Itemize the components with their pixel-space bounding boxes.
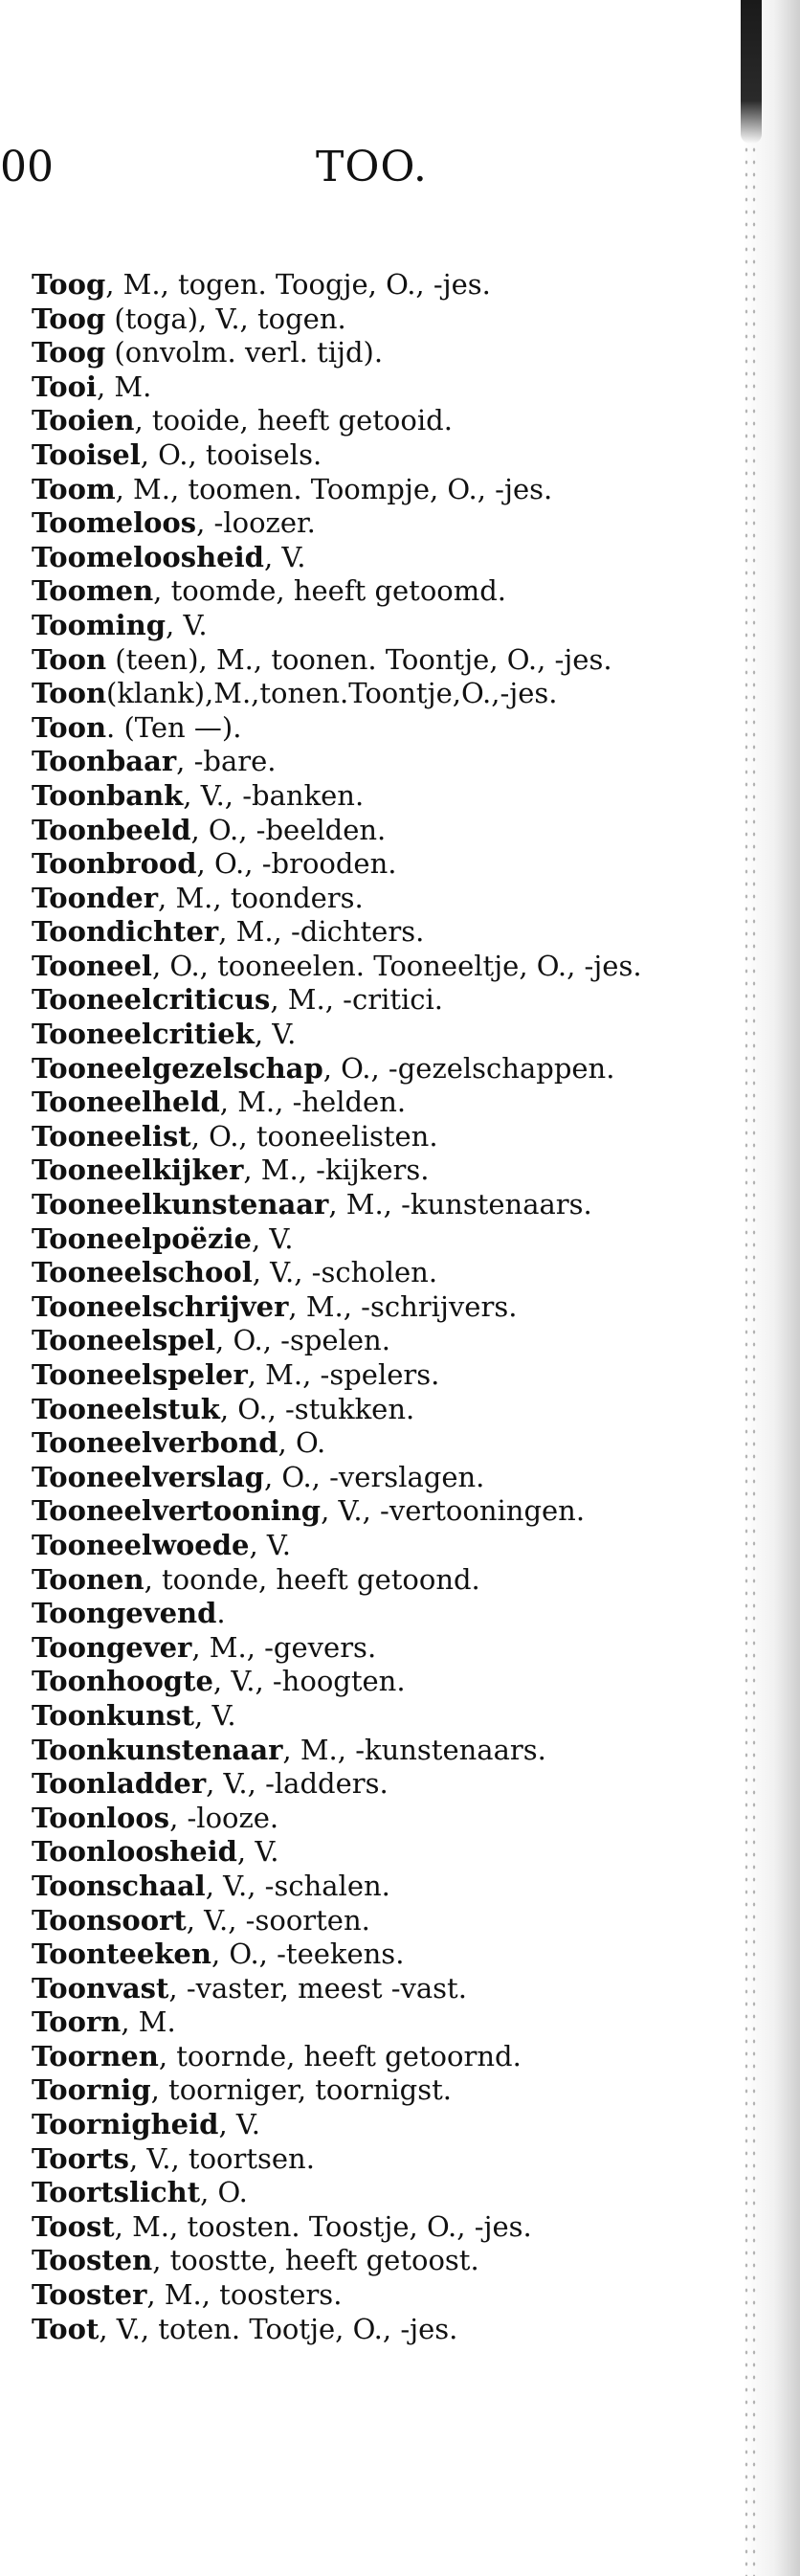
entry-headword: Toondichter [32, 915, 219, 949]
entry-headword: Tooneelschool [32, 1256, 253, 1289]
entry-definition: , O., tooneelisten. [190, 1119, 438, 1153]
entry-headword: Toortslicht [32, 2176, 201, 2209]
entry-headword: Toonsoort [32, 1903, 187, 1937]
dictionary-entry [32, 609, 721, 643]
dictionary-entry [32, 882, 721, 916]
entry-headword: Toon [32, 642, 107, 676]
entry-headword: Toomeloosheid [32, 540, 264, 573]
entry-headword: Toonloos [32, 1801, 170, 1834]
entry-definition: , V. [254, 1018, 297, 1051]
entry-headword: Toomeloos [32, 506, 197, 540]
dictionary-entry [32, 2176, 721, 2210]
dictionary-entry [32, 1665, 721, 1699]
entry-definition: , V., toortsen. [128, 2141, 315, 2175]
entry-definition: , toornde, heeft getoornd. [158, 2039, 522, 2072]
entry-headword: Toorts [32, 2141, 129, 2175]
dictionary-entry [32, 404, 721, 438]
dictionary-entry [32, 1767, 721, 1802]
entry-headword: Tooneelcriticus [32, 983, 271, 1017]
entry-headword: Toonteeken [32, 1938, 211, 1971]
entry-headword: Toon [32, 710, 107, 744]
entry-definition: , O., -verslagen. [263, 1460, 485, 1493]
entry-definition: , toorniger, toornigst. [150, 2073, 452, 2107]
entry-definition: , M. [121, 2005, 176, 2039]
entry-definition: , M., togen. Toogje, O., -jes. [105, 268, 491, 301]
entry-definition: , V., -vertooningen. [321, 1494, 586, 1528]
entry-headword: Toonbaar [32, 745, 177, 778]
entry-definition: , M., toosters. [146, 2278, 343, 2312]
dictionary-entry [32, 950, 721, 984]
entry-headword: Tooneelwoede [32, 1528, 250, 1561]
entry-headword: Tooneelkijker [32, 1154, 244, 1187]
ink-smudge [741, 0, 762, 144]
dictionary-entry [32, 1018, 721, 1052]
entry-headword: Toonbank [32, 778, 184, 812]
dictionary-entry [32, 574, 721, 609]
entry-headword: Toonladder [32, 1767, 207, 1801]
dictionary-entry [32, 1699, 721, 1734]
entry-definition: , O., -teekens. [211, 1938, 405, 1971]
dictionary-entry [32, 541, 721, 575]
entry-definition: , M., -kunstenaars. [328, 1188, 592, 1221]
entry-definition: , O., -brooden. [196, 847, 397, 881]
dictionary-entry [32, 1461, 721, 1495]
dictionary-entry [32, 915, 721, 950]
entry-definition: , O., tooisels. [140, 437, 322, 471]
entry-headword: Tooster [32, 2278, 147, 2312]
dictionary-entry [32, 2040, 721, 2074]
entry-headword: Tooneelist [32, 1119, 191, 1153]
entry-headword: Tooneelspel [32, 1324, 216, 1357]
entry-definition: , toostte, heeft getoost. [152, 2244, 479, 2277]
entry-definition: , O. [200, 2176, 248, 2209]
dictionary-entry [32, 2210, 721, 2245]
entry-definition: (klank),M.,tonen.Toontje,O.,-jes. [106, 677, 558, 710]
entry-headword: Toornen [32, 2039, 159, 2072]
entry-headword: Toog [32, 336, 106, 370]
entry-definition: , O., tooneelen. Tooneeltje, O., -jes. [151, 949, 642, 982]
entry-definition: , M., -gevers. [191, 1630, 377, 1664]
dictionary-entry [32, 711, 721, 746]
dictionary-entry [32, 1256, 721, 1290]
dictionary-entry [32, 1972, 721, 2006]
entry-definition: , O., -spelen. [215, 1324, 390, 1357]
entry-definition: , -loozer. [196, 506, 316, 540]
entry-headword: Toost [32, 2209, 115, 2243]
dictionary-entry [32, 1802, 721, 1836]
dictionary-entry [32, 2073, 721, 2108]
dictionary-entry [32, 1904, 721, 1938]
entry-headword: Tooneelverslag [32, 1460, 264, 1493]
entry-headword: Toongevend [32, 1597, 217, 1630]
entry-headword: Tooneel [32, 949, 152, 982]
dictionary-entry [32, 1529, 721, 1563]
dictionary-entry [32, 1324, 721, 1358]
entry-headword: Toog [32, 302, 106, 335]
entry-headword: Toosten [32, 2244, 153, 2277]
entry-headword: Tooi [32, 370, 97, 403]
dictionary-entry [32, 438, 721, 473]
dictionary-entry [32, 2005, 721, 2040]
entry-definition: , V., -scholen. [252, 1256, 438, 1289]
entry-definition: , V. [263, 540, 306, 573]
entry-definition: , O. [278, 1426, 326, 1460]
dictionary-entry [32, 779, 721, 814]
dictionary-entry [32, 370, 721, 405]
entry-headword: Tooneelcritiek [32, 1018, 255, 1051]
entry-definition: . (Ten —). [106, 710, 242, 744]
entry-headword: Toonvast [32, 1971, 169, 2005]
entry-headword: Tooneelschrijver [32, 1289, 289, 1323]
entry-headword: Tooien [32, 404, 135, 437]
entry-definition: , O., -stukken. [219, 1392, 415, 1425]
entry-definition: , -vaster, meest -vast. [168, 1971, 467, 2005]
dictionary-entry [32, 473, 721, 507]
dictionary-entry [32, 506, 721, 541]
dictionary-entry [32, 1563, 721, 1598]
entry-definition: , M., toonders. [158, 881, 364, 914]
entry-headword: Tooneelspeler [32, 1358, 248, 1391]
dictionary-entry [32, 814, 721, 848]
dictionary-entry [32, 268, 721, 302]
entry-headword: Toonbeeld [32, 813, 191, 846]
entry-headword: Tooneelkunstenaar [32, 1188, 329, 1221]
entry-definition: , V. [218, 2108, 260, 2141]
dictionary-entry [32, 847, 721, 882]
entry-definition: (onvolm. verl. tijd). [105, 336, 384, 370]
dictionary-entries [32, 268, 721, 2346]
dictionary-entry [32, 1494, 721, 1529]
entry-headword: Toonhoogte [32, 1665, 213, 1698]
entry-definition: , V. [166, 608, 208, 641]
entry-definition: , V., -schalen. [205, 1869, 390, 1902]
dictionary-entry [32, 1086, 721, 1120]
entry-headword: Toon [32, 677, 107, 710]
entry-headword: Toom [32, 472, 116, 505]
entry-definition: , tooide, heeft getooid. [134, 404, 453, 437]
entry-definition: , M., -spelers. [247, 1358, 440, 1391]
entry-headword: Toonkunst [32, 1698, 195, 1732]
entry-definition: , M., -critici. [270, 983, 444, 1017]
page-title: TOO. [316, 143, 428, 191]
entry-definition: , M., -helden. [219, 1086, 407, 1119]
entry-definition: , O., -gezelschappen. [322, 1051, 615, 1085]
entry-definition: , V., -hoogten. [212, 1665, 406, 1698]
dictionary-entry [32, 2108, 721, 2142]
dictionary-entry [32, 1290, 721, 1325]
entry-definition: , O., -beelden. [190, 813, 387, 846]
dictionary-entry [32, 1052, 721, 1086]
entry-headword: Toonloosheid [32, 1835, 237, 1869]
entry-headword: Toornig [32, 2073, 151, 2107]
dictionary-entry [32, 643, 721, 678]
entry-definition: , M., -kijkers. [243, 1154, 430, 1187]
entry-definition: . [216, 1597, 226, 1630]
dictionary-entry [32, 1154, 721, 1188]
dictionary-entry [32, 2278, 721, 2313]
dictionary-entry [32, 1631, 721, 1666]
entry-definition: , V., toten. Tootje, O., -jes. [99, 2312, 458, 2345]
entry-headword: Tooneelpoëzie [32, 1221, 252, 1255]
dictionary-entry [32, 1393, 721, 1427]
entry-definition: , M., -kunstenaars. [282, 1733, 546, 1766]
dictionary-entry [32, 302, 721, 337]
entry-headword: Tooneelheld [32, 1086, 220, 1119]
entry-headword: Tooneelverbond [32, 1426, 278, 1460]
entry-headword: Toog [32, 268, 106, 301]
entry-definition: , V., -soorten. [186, 1903, 370, 1937]
entry-definition: , V., -banken. [183, 778, 365, 812]
dictionary-entry [32, 1188, 721, 1222]
dictionary-entry [32, 983, 721, 1018]
entry-definition: , M., toomen. Toompje, O., -jes. [115, 472, 553, 505]
entry-definition: , V., -ladders. [206, 1767, 389, 1801]
entry-definition: , V. [194, 1698, 236, 1732]
dictionary-entry [32, 336, 721, 370]
entry-definition: , M., toosten. Toostje, O., -jes. [114, 2209, 532, 2243]
dictionary-entry [32, 745, 721, 779]
dictionary-entry [32, 1597, 721, 1631]
entry-headword: Toongever [32, 1630, 192, 1664]
entry-definition: , M. [96, 370, 152, 403]
entry-definition: , V. [251, 1221, 294, 1255]
page-number: 00 [0, 143, 54, 191]
binding-speckle [743, 144, 756, 2576]
entry-headword: Toonkunstenaar [32, 1733, 283, 1766]
dictionary-entry [32, 1835, 721, 1870]
entry-headword: Tooneelgezelschap [32, 1051, 323, 1085]
entry-headword: Toonder [32, 881, 159, 914]
entry-definition: , M., -schrijvers. [288, 1289, 518, 1323]
dictionary-entry [32, 2244, 721, 2278]
entry-headword: Toonbrood [32, 847, 197, 881]
entry-headword: Tooneelvertooning [32, 1494, 322, 1528]
dictionary-entry [32, 677, 721, 711]
entry-definition: , V. [249, 1528, 291, 1561]
entry-headword: Tooming [32, 608, 167, 641]
entry-headword: Toot [32, 2312, 100, 2345]
entry-definition: , V. [236, 1835, 279, 1869]
entry-definition: (toga), V., togen. [105, 302, 346, 335]
dictionary-entry [32, 2142, 721, 2177]
entry-headword: Toornigheid [32, 2108, 219, 2141]
entry-definition: , toonde, heeft getoond. [144, 1562, 480, 1596]
entry-definition: , toomde, heeft getoomd. [153, 574, 507, 608]
entry-definition: , M., -dichters. [218, 915, 425, 949]
dictionary-entry [32, 1938, 721, 1972]
dictionary-entry [32, 1426, 721, 1461]
entry-definition: , -bare. [176, 745, 277, 778]
entry-definition: (teen), M., toonen. Toontje, O., -jes. [106, 642, 612, 676]
entry-definition: , -looze. [169, 1801, 279, 1834]
dictionary-entry [32, 1734, 721, 1768]
entry-headword: Toorn [32, 2005, 122, 2039]
entry-headword: Tooisel [32, 437, 141, 471]
dictionary-entry [32, 1870, 721, 1904]
entry-headword: Toonschaal [32, 1869, 206, 1902]
dictionary-entry [32, 1358, 721, 1393]
dictionary-entry [32, 2313, 721, 2347]
dictionary-entry [32, 1222, 721, 1257]
entry-headword: Toomen [32, 574, 154, 608]
dictionary-entry [32, 1120, 721, 1154]
entry-headword: Tooneelstuk [32, 1392, 220, 1425]
entry-headword: Toonen [32, 1562, 144, 1596]
